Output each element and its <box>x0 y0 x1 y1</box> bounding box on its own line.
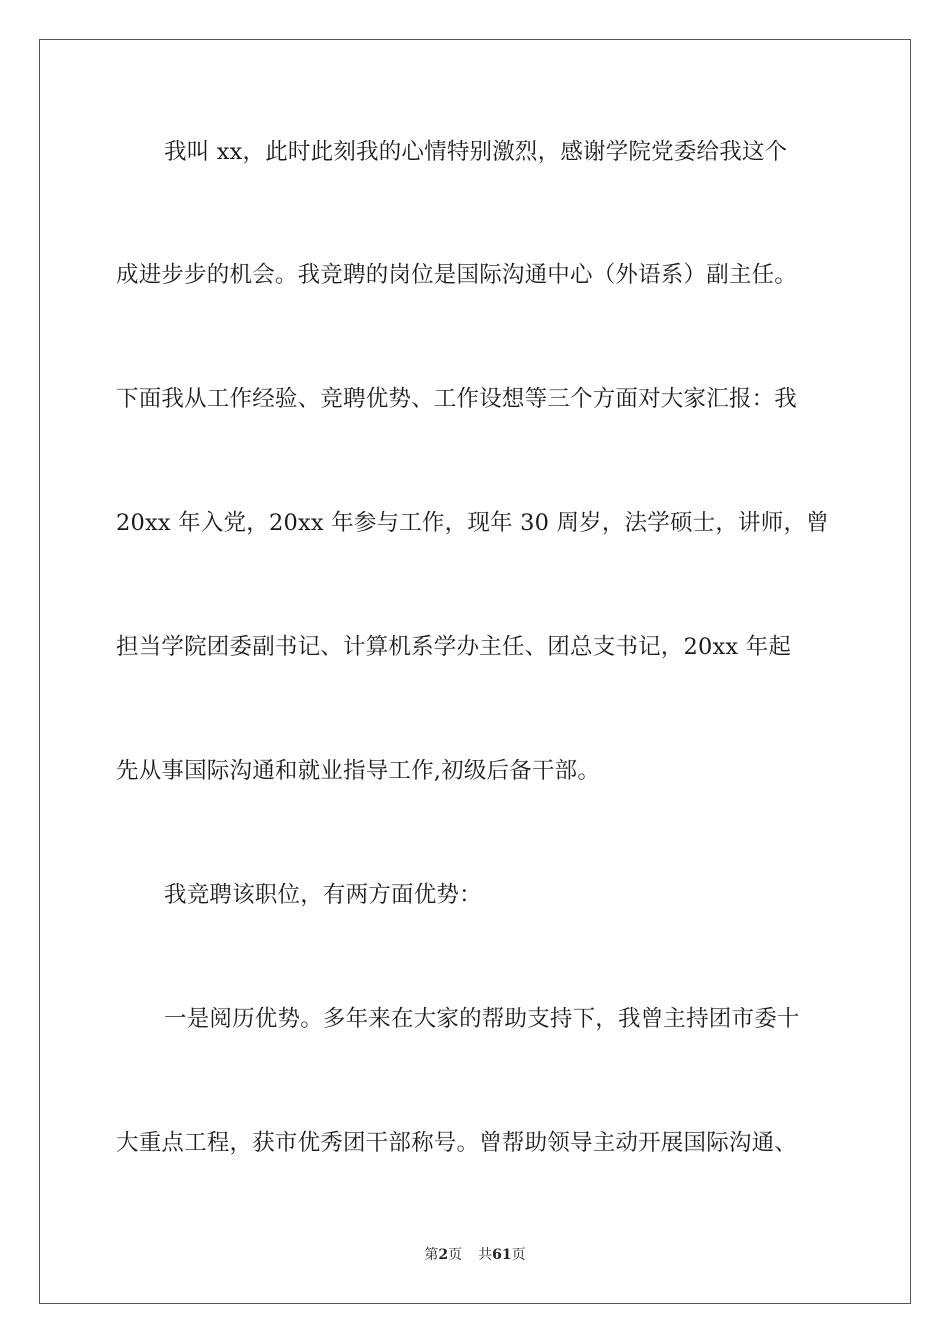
paragraph-1-line-1: 我叫 xx，此时此刻我的心情特别激烈，感谢学院党委给我这个 <box>164 139 788 165</box>
footer-total-unit: 页 <box>511 1247 526 1263</box>
page-frame <box>39 39 911 1304</box>
paragraph-1-line-2: 成进步步的机会。我竞聘的岗位是国际沟通中心（外语系）副主任。 <box>116 262 798 288</box>
paragraph-1-line-3: 下面我从工作经验、竞聘优势、工作设想等三个方面对大家汇报：我 <box>116 386 798 412</box>
paragraph-1-line-6: 先从事国际沟通和就业指导工作,初级后备干部。 <box>116 758 601 784</box>
footer-current-page: 2 <box>438 1247 449 1263</box>
footer-page-unit: 页 <box>448 1247 463 1263</box>
paragraph-1-line-5: 担当学院团委副书记、计算机系学办主任、团总支书记，20xx 年起 <box>116 634 792 660</box>
footer-total-prefix: 共 <box>478 1247 493 1263</box>
paragraph-3-line-1: 一是阅历优势。多年来在大家的帮助支持下，我曾主持团市委十 <box>164 1006 800 1032</box>
paragraph-1-line-4: 20xx 年入党，20xx 年参与工作，现年 30 周岁，法学硕士，讲师，曾 <box>116 510 829 536</box>
paragraph-2-line-1: 我竞聘该职位，有两方面优势： <box>164 882 482 908</box>
paragraph-3-line-2: 大重点工程，获市优秀团干部称号。曾帮助领导主动开展国际沟通、 <box>116 1130 798 1156</box>
page-footer <box>0 1245 950 1265</box>
footer-prefix: 第 <box>424 1247 439 1263</box>
footer-total-pages: 61 <box>492 1247 512 1263</box>
